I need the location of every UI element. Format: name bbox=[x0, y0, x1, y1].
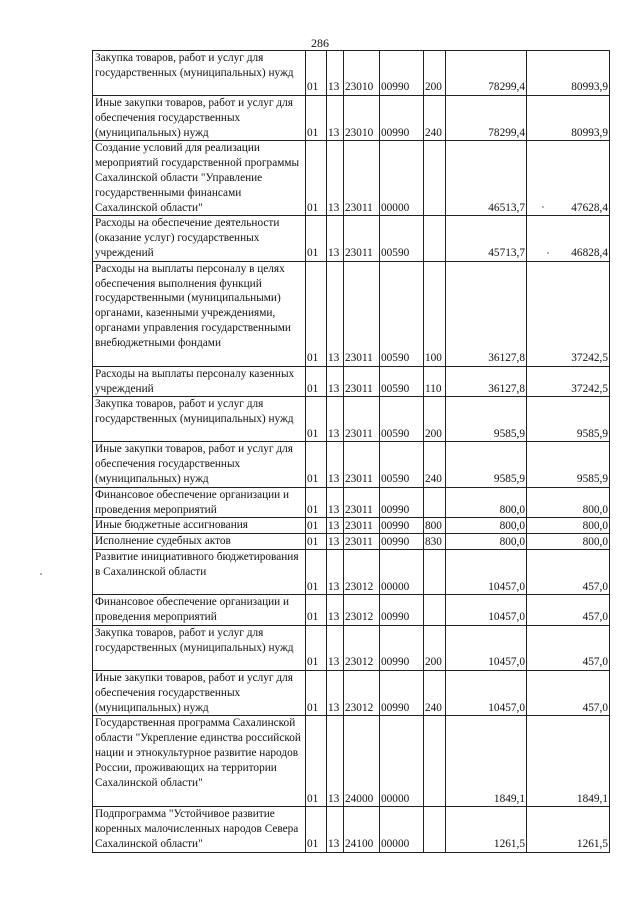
cell-name: Иные закупки товаров, работ и услуг для обеспечения государственных (муниципальных) нужд bbox=[93, 442, 306, 487]
cell-rz: 01 bbox=[306, 625, 327, 670]
cell-rz: 01 bbox=[306, 487, 327, 518]
cell-amount-2: 1261,5 bbox=[527, 807, 610, 852]
cell-pr: 13 bbox=[327, 595, 344, 626]
cell-vr: 240 bbox=[424, 96, 446, 141]
cell-program: 23011 bbox=[344, 141, 380, 216]
cell-amount-1: 10457,0 bbox=[446, 595, 527, 626]
scan-speck bbox=[542, 206, 544, 208]
cell-direction: 00990 bbox=[380, 534, 424, 550]
cell-vr bbox=[424, 716, 446, 807]
cell-name: Расходы на выплаты персоналу казенных учреждений bbox=[93, 366, 306, 397]
cell-pr: 13 bbox=[327, 96, 344, 141]
cell-rz: 01 bbox=[306, 518, 327, 534]
cell-rz: 01 bbox=[306, 261, 327, 366]
cell-direction: 00990 bbox=[380, 487, 424, 518]
cell-amount-1: 9585,9 bbox=[446, 397, 527, 442]
cell-vr: 800 bbox=[424, 518, 446, 534]
cell-program: 23011 bbox=[344, 366, 380, 397]
cell-rz: 01 bbox=[306, 397, 327, 442]
cell-pr: 13 bbox=[327, 670, 344, 715]
cell-rz: 01 bbox=[306, 716, 327, 807]
cell-program: 23012 bbox=[344, 625, 380, 670]
cell-rz: 01 bbox=[306, 141, 327, 216]
table-row bbox=[93, 141, 610, 216]
cell-amount-2: 9585,9 bbox=[527, 397, 610, 442]
cell-amount-1: 10457,0 bbox=[446, 625, 527, 670]
cell-amount-1: 78299,4 bbox=[446, 96, 527, 141]
cell-pr: 13 bbox=[327, 442, 344, 487]
cell-program: 23011 bbox=[344, 397, 380, 442]
cell-direction: 00590 bbox=[380, 442, 424, 487]
table-row bbox=[93, 51, 610, 96]
cell-name: Создание условий для реализации мероприятий государственной программы Сахалинской области "Управление государственными финансами Сахалинской области" bbox=[93, 141, 306, 216]
cell-pr: 13 bbox=[327, 216, 344, 261]
cell-name: Подпрограмма "Устойчивое развитие коренных малочисленных народов Севера Сахалинской области" bbox=[93, 807, 306, 852]
cell-name: Исполнение судебных актов bbox=[93, 534, 306, 550]
cell-amount-2: 457,0 bbox=[527, 550, 610, 595]
cell-pr: 13 bbox=[327, 487, 344, 518]
cell-vr: 200 bbox=[424, 51, 446, 96]
cell-amount-1: 46513,7 bbox=[446, 141, 527, 216]
cell-rz: 01 bbox=[306, 96, 327, 141]
cell-amount-1: 10457,0 bbox=[446, 670, 527, 715]
cell-name: Финансовое обеспечение организации и проведения мероприятий bbox=[93, 595, 306, 626]
cell-amount-2: 46828,4 bbox=[527, 216, 610, 261]
cell-name: Закупка товаров, работ и услуг для государственных (муниципальных) нужд bbox=[93, 51, 306, 96]
cell-direction: 00590 bbox=[380, 397, 424, 442]
cell-amount-2: 9585,9 bbox=[527, 442, 610, 487]
scan-speck bbox=[547, 252, 549, 254]
cell-vr: 200 bbox=[424, 625, 446, 670]
cell-name: Закупка товаров, работ и услуг для государственных (муниципальных) нужд bbox=[93, 397, 306, 442]
cell-amount-1: 9585,9 bbox=[446, 442, 527, 487]
cell-program: 23011 bbox=[344, 261, 380, 366]
cell-vr bbox=[424, 216, 446, 261]
cell-name: Иные закупки товаров, работ и услуг для обеспечения государственных (муниципальных) нужд bbox=[93, 670, 306, 715]
table-row bbox=[93, 261, 610, 366]
table-row bbox=[93, 216, 610, 261]
cell-vr: 240 bbox=[424, 442, 446, 487]
cell-program: 23012 bbox=[344, 595, 380, 626]
cell-amount-1: 45713,7 bbox=[446, 216, 527, 261]
cell-program: 23011 bbox=[344, 487, 380, 518]
cell-amount-2: 800,0 bbox=[527, 534, 610, 550]
cell-direction: 00000 bbox=[380, 550, 424, 595]
cell-amount-2: 800,0 bbox=[527, 518, 610, 534]
cell-program: 23012 bbox=[344, 670, 380, 715]
table-row bbox=[93, 550, 610, 595]
cell-name: Закупка товаров, работ и услуг для государственных (муниципальных) нужд bbox=[93, 625, 306, 670]
cell-program: 23011 bbox=[344, 442, 380, 487]
cell-rz: 01 bbox=[306, 442, 327, 487]
table-row bbox=[93, 625, 610, 670]
cell-name: Иные закупки товаров, работ и услуг для обеспечения государственных (муниципальных) нужд bbox=[93, 96, 306, 141]
cell-program: 23011 bbox=[344, 518, 380, 534]
cell-name: Финансовое обеспечение организации и проведения мероприятий bbox=[93, 487, 306, 518]
cell-pr: 13 bbox=[327, 261, 344, 366]
cell-direction: 00990 bbox=[380, 51, 424, 96]
cell-program: 24100 bbox=[344, 807, 380, 852]
cell-program: 23011 bbox=[344, 534, 380, 550]
cell-direction: 00990 bbox=[380, 518, 424, 534]
cell-vr bbox=[424, 550, 446, 595]
cell-direction: 00000 bbox=[380, 141, 424, 216]
cell-pr: 13 bbox=[327, 625, 344, 670]
cell-amount-2: 37242,5 bbox=[527, 261, 610, 366]
cell-vr: 830 bbox=[424, 534, 446, 550]
cell-amount-1: 10457,0 bbox=[446, 550, 527, 595]
table-row bbox=[93, 807, 610, 852]
cell-program: 23012 bbox=[344, 550, 380, 595]
table-body bbox=[93, 51, 610, 853]
cell-amount-2: 47628,4 bbox=[527, 141, 610, 216]
cell-rz: 01 bbox=[306, 534, 327, 550]
table-row bbox=[93, 96, 610, 141]
cell-name: Расходы на обеспечение деятельности (оказание услуг) государственных учреждений bbox=[93, 216, 306, 261]
cell-vr: 100 bbox=[424, 261, 446, 366]
cell-amount-1: 78299,4 bbox=[446, 51, 527, 96]
cell-amount-2: 80993,9 bbox=[527, 51, 610, 96]
cell-program: 24000 bbox=[344, 716, 380, 807]
cell-rz: 01 bbox=[306, 595, 327, 626]
table-row bbox=[93, 442, 610, 487]
cell-pr: 13 bbox=[327, 534, 344, 550]
cell-vr bbox=[424, 807, 446, 852]
cell-amount-2: 457,0 bbox=[527, 595, 610, 626]
cell-amount-2: 800,0 bbox=[527, 487, 610, 518]
cell-name: Расходы на выплаты персоналу в целях обеспечения выполнения функций государственными (муниципальными) органами, казенными учреждениями, органами управления государственными внебюджетными фондами bbox=[93, 261, 306, 366]
cell-amount-1: 800,0 bbox=[446, 487, 527, 518]
cell-program: 23010 bbox=[344, 51, 380, 96]
cell-direction: 00590 bbox=[380, 366, 424, 397]
cell-amount-2: 37242,5 bbox=[527, 366, 610, 397]
cell-rz: 01 bbox=[306, 670, 327, 715]
cell-amount-2: 80993,9 bbox=[527, 96, 610, 141]
cell-program: 23011 bbox=[344, 216, 380, 261]
cell-pr: 13 bbox=[327, 716, 344, 807]
cell-pr: 13 bbox=[327, 51, 344, 96]
cell-rz: 01 bbox=[306, 216, 327, 261]
cell-direction: 00590 bbox=[380, 261, 424, 366]
cell-amount-1: 1849,1 bbox=[446, 716, 527, 807]
cell-amount-1: 800,0 bbox=[446, 534, 527, 550]
cell-rz: 01 bbox=[306, 366, 327, 397]
table-row bbox=[93, 518, 610, 534]
cell-vr bbox=[424, 487, 446, 518]
table-row bbox=[93, 397, 610, 442]
cell-amount-1: 800,0 bbox=[446, 518, 527, 534]
cell-vr: 240 bbox=[424, 670, 446, 715]
cell-amount-1: 36127,8 bbox=[446, 366, 527, 397]
cell-rz: 01 bbox=[306, 550, 327, 595]
cell-name: Иные бюджетные ассигнования bbox=[93, 518, 306, 534]
budget-table bbox=[92, 50, 610, 853]
cell-name: Государственная программа Сахалинской области "Укрепление единства российской нации и этнокультурное развитие народов России, проживающих на территории Сахалинской области" bbox=[93, 716, 306, 807]
cell-name: Развитие инициативного бюджетирования в Сахалинской области bbox=[93, 550, 306, 595]
cell-amount-1: 36127,8 bbox=[446, 261, 527, 366]
cell-direction: 00000 bbox=[380, 716, 424, 807]
table-row bbox=[93, 366, 610, 397]
cell-vr bbox=[424, 595, 446, 626]
cell-program: 23010 bbox=[344, 96, 380, 141]
cell-pr: 13 bbox=[327, 141, 344, 216]
cell-direction: 00990 bbox=[380, 96, 424, 141]
cell-vr bbox=[424, 141, 446, 216]
cell-pr: 13 bbox=[327, 397, 344, 442]
cell-amount-2: 457,0 bbox=[527, 670, 610, 715]
cell-pr: 13 bbox=[327, 518, 344, 534]
cell-direction: 00590 bbox=[380, 216, 424, 261]
cell-pr: 13 bbox=[327, 550, 344, 595]
scan-speck bbox=[40, 573, 42, 575]
cell-vr: 200 bbox=[424, 397, 446, 442]
cell-pr: 13 bbox=[327, 366, 344, 397]
cell-direction: 00000 bbox=[380, 807, 424, 852]
page-number: 286 bbox=[311, 36, 329, 50]
cell-amount-1: 1261,5 bbox=[446, 807, 527, 852]
table-row bbox=[93, 716, 610, 807]
cell-direction: 00990 bbox=[380, 625, 424, 670]
cell-vr: 110 bbox=[424, 366, 446, 397]
cell-direction: 00990 bbox=[380, 670, 424, 715]
cell-direction: 00990 bbox=[380, 595, 424, 626]
cell-amount-2: 457,0 bbox=[527, 625, 610, 670]
table-row bbox=[93, 595, 610, 626]
table-row bbox=[93, 487, 610, 518]
table-row bbox=[93, 534, 610, 550]
table-row bbox=[93, 670, 610, 715]
cell-rz: 01 bbox=[306, 807, 327, 852]
cell-rz: 01 bbox=[306, 51, 327, 96]
cell-amount-2: 1849,1 bbox=[527, 716, 610, 807]
cell-pr: 13 bbox=[327, 807, 344, 852]
